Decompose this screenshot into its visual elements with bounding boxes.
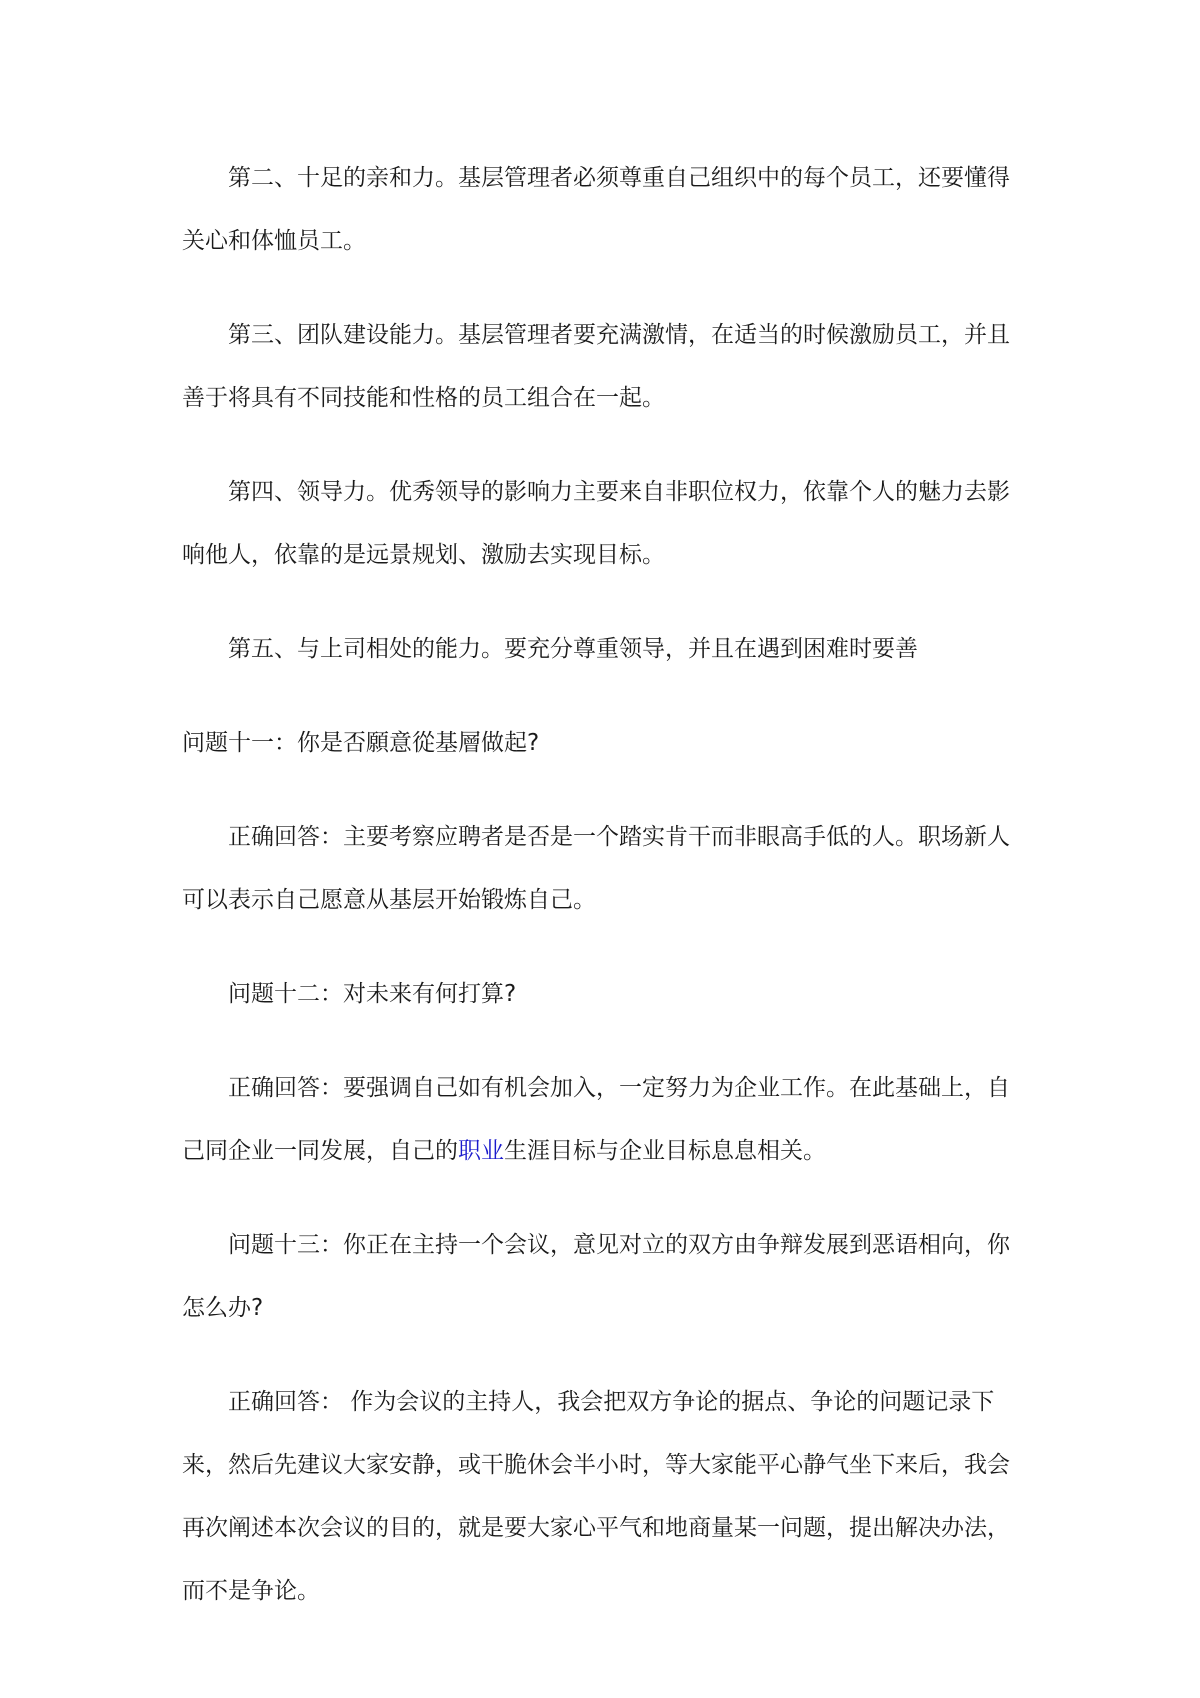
paragraph-leadership: 第四、领导力。优秀领导的影响力主要来自非职位权力，依靠个人的魅力去影响他人，依靠的是远景规划、激励去实现目标。 [182, 479, 1010, 568]
answer-twelve [182, 1057, 1022, 1183]
answer-eleven: 正确回答：主要考察应聘者是否是一个踏实肯干而非眼高手低的人。职场新人可以表示自己愿意从基层开始锻炼自己。 [182, 824, 1010, 913]
career-link[interactable]: 职业 [458, 1138, 504, 1164]
answer-twelve-text-before: 正确回答：要强调自己如有机会加入，一定努力为企业工作。在此基础上，自己同企业一同发展，自己的 [182, 1075, 1010, 1164]
question-twelve: 问题十二：对未来有何打算? [228, 981, 517, 1007]
paragraph-affinity: 第二、十足的亲和力。基层管理者必须尊重自己组织中的每个员工，还要懂得关心和体恤员工。 [182, 165, 1010, 254]
paragraph-boss-relations: 第五、与上司相处的能力。要充分尊重领导，并且在遇到困难时要善 [228, 636, 918, 662]
answer-twelve-text-after: 生涯目标与企业目标息息相关。 [504, 1138, 826, 1164]
question-eleven: 问题十一：你是否願意從基層做起? [182, 730, 540, 756]
paragraph-team-building: 第三、团队建设能力。基层管理者要充满激情，在适当的时候激励员工，并且善于将具有不同技能和性格的员工组合在一起。 [182, 322, 1010, 411]
answer-thirteen: 正确回答： 作为会议的主持人，我会把双方争论的据点、争论的问题记录下来，然后先建议大家安静，或干脆休会半小时，等大家能平心静气坐下来后，我会再次阐述本次会议的目的，就是要大家心平气和地商量某一问题，提出解决办法，而不是争论。 [182, 1389, 1010, 1604]
question-thirteen: 问题十三：你正在主持一个会议，意见对立的双方由争辩发展到恶语相向，你怎么办? [182, 1232, 1010, 1321]
